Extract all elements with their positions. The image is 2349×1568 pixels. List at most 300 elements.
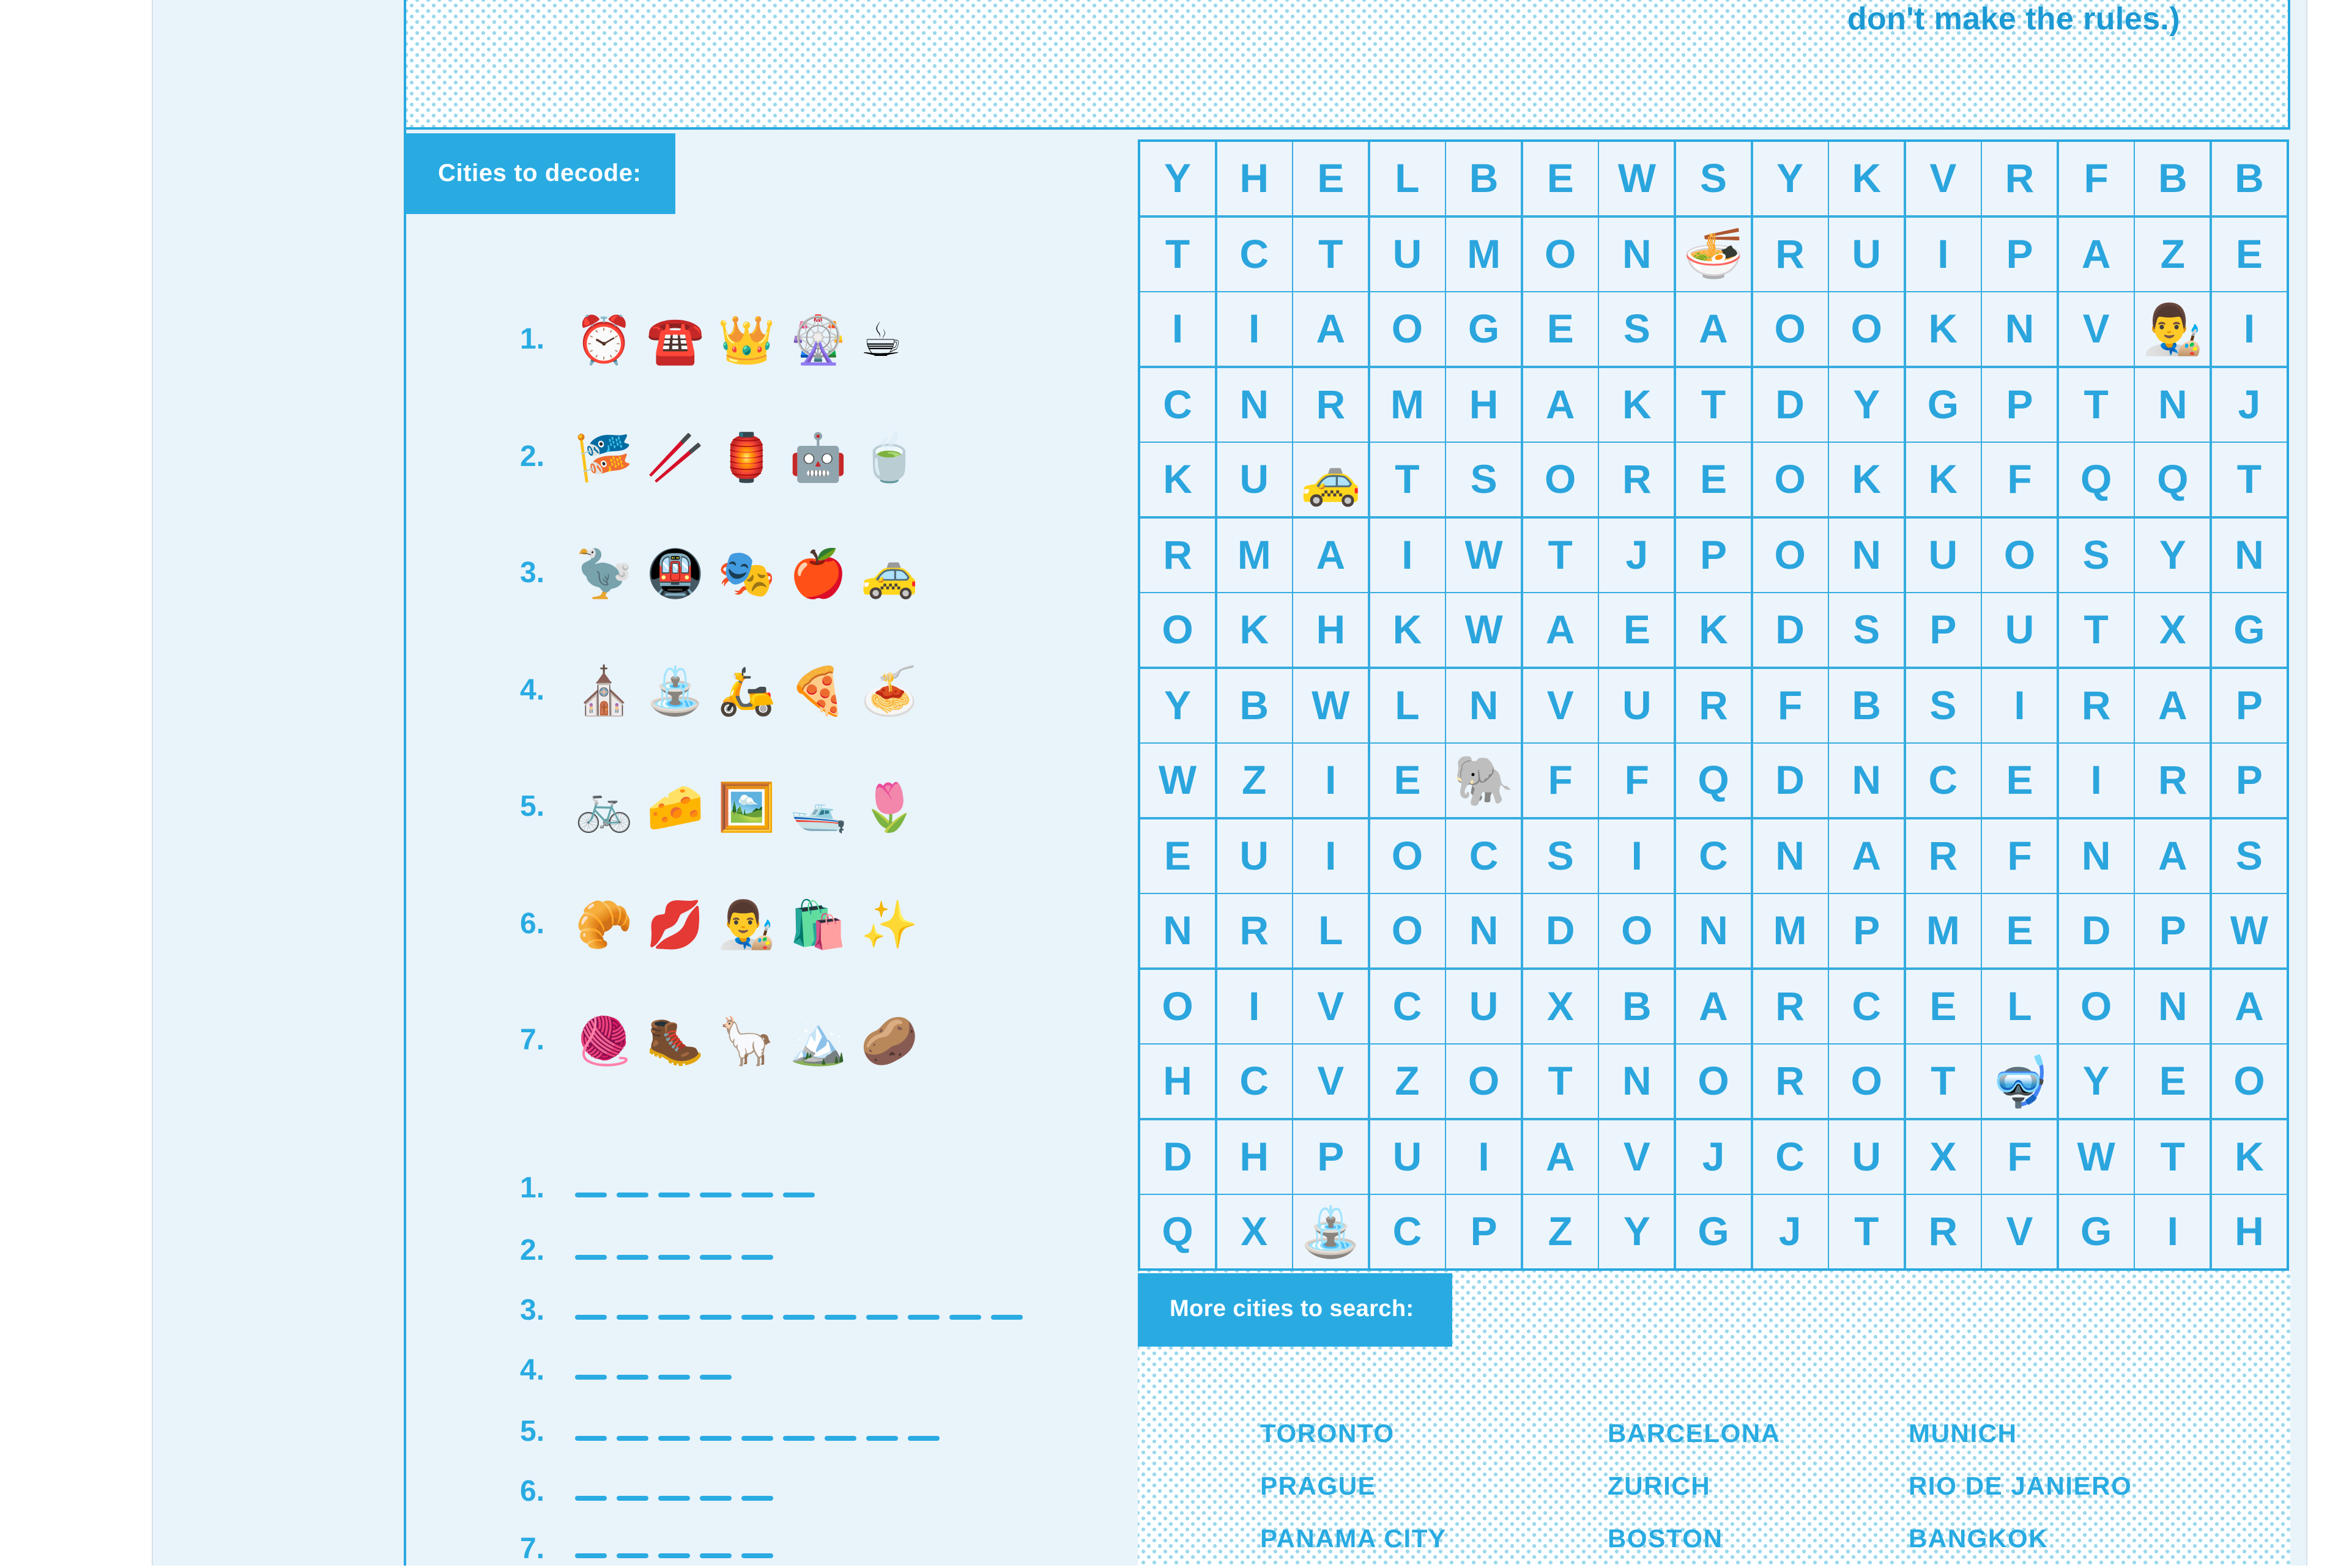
blank-dash bbox=[617, 1436, 648, 1441]
grid-cell: M bbox=[1906, 894, 1980, 967]
grid-cell: U bbox=[1906, 518, 1980, 591]
teacup-icon: 🍵 bbox=[860, 431, 919, 484]
grid-cell: E bbox=[1293, 142, 1368, 215]
grid-cell: O bbox=[1829, 1045, 1904, 1118]
clue-emoji-group bbox=[575, 1011, 918, 1070]
grid-cell: N bbox=[1829, 744, 1904, 817]
grid-cell: C bbox=[1140, 368, 1215, 441]
blank-dash bbox=[658, 1553, 690, 1558]
coffee-icon: ☕ bbox=[860, 313, 902, 367]
cheese-icon: 🧀 bbox=[646, 780, 705, 834]
city-name: BANGKOK bbox=[1909, 1525, 2049, 1553]
grid-cell: E bbox=[1676, 443, 1751, 516]
grid-cell: N bbox=[1600, 217, 1674, 290]
grid-cell: W bbox=[2059, 1120, 2134, 1193]
grid-cell: G bbox=[1447, 292, 1521, 366]
blank-dash bbox=[617, 1315, 648, 1320]
performing-arts-masks-icon: 🎭 bbox=[718, 547, 776, 601]
grid-cell: O bbox=[2059, 969, 2134, 1043]
yarn-icon: 🧶 bbox=[575, 1014, 633, 1068]
grid-cell: C bbox=[1753, 1120, 1827, 1193]
grid-cell: Y bbox=[1140, 142, 1215, 215]
worksheet-card bbox=[152, 0, 2307, 1566]
grid-cell: R bbox=[1217, 894, 1291, 967]
blank-dash bbox=[783, 1315, 815, 1320]
grid-cell: B bbox=[1447, 142, 1521, 215]
framed-picture-icon: 🖼️ bbox=[718, 780, 776, 834]
grid-cell: O bbox=[1140, 969, 1215, 1043]
carp-streamer-icon: 🎏 bbox=[575, 431, 633, 484]
clue-number: 5. bbox=[520, 790, 545, 823]
grid-cell: T bbox=[1829, 1195, 1904, 1268]
grid-cell: R bbox=[1753, 1045, 1827, 1118]
grid-cell: P bbox=[2212, 668, 2287, 742]
grid-cell: T bbox=[1140, 217, 1215, 290]
grid-cell: N bbox=[2059, 819, 2134, 892]
grid-cell: T bbox=[2059, 593, 2134, 667]
grid-cell: I bbox=[2212, 292, 2287, 366]
grid-cell: R bbox=[1676, 668, 1751, 742]
grid-cell: O bbox=[1370, 292, 1444, 366]
grid-cell: K bbox=[1370, 593, 1444, 667]
grid-cell: T bbox=[1523, 518, 1598, 591]
blank-dash bbox=[575, 1375, 607, 1380]
clue-row-2 bbox=[520, 428, 918, 487]
grid-cell: U bbox=[1370, 217, 1444, 290]
grid-cell: U bbox=[1600, 668, 1674, 742]
metro-icon: 🚇 bbox=[646, 547, 705, 601]
grid-cell: U bbox=[1447, 969, 1521, 1043]
grid-cell: X bbox=[2136, 593, 2210, 667]
answer-number: 1. bbox=[520, 1172, 545, 1205]
grid-cell: I bbox=[1293, 744, 1368, 817]
grid-cell: C bbox=[1676, 819, 1751, 892]
grid-cell: F bbox=[1982, 1120, 2057, 1193]
grid-cell: K bbox=[2212, 1120, 2287, 1193]
answer-number: 2. bbox=[520, 1234, 545, 1267]
blank-dash bbox=[700, 1315, 732, 1320]
grid-cell: K bbox=[1906, 443, 1980, 516]
grid-emoji-steaming-bowl: 🍜 bbox=[1676, 217, 1751, 290]
grid-cell: A bbox=[1676, 292, 1751, 366]
answer-number: 6. bbox=[520, 1475, 545, 1508]
grid-cell: F bbox=[1982, 819, 2057, 892]
grid-cell: R bbox=[2136, 744, 2210, 817]
grid-cell: O bbox=[1447, 1045, 1521, 1118]
city-name: PANAMA CITY bbox=[1260, 1525, 1447, 1553]
grid-cell: N bbox=[1982, 292, 2057, 366]
grid-cell: B bbox=[1600, 969, 1674, 1043]
blank-dash bbox=[700, 1553, 732, 1558]
grid-cell: O bbox=[1753, 443, 1827, 516]
grid-cell: Y bbox=[1829, 368, 1904, 441]
blank-dash bbox=[825, 1315, 856, 1320]
top-dotted-band bbox=[404, 0, 2290, 130]
grid-cell: T bbox=[1293, 217, 1368, 290]
grid-cell: J bbox=[1676, 1120, 1751, 1193]
grid-cell: L bbox=[1293, 894, 1368, 967]
blank-dash bbox=[908, 1436, 940, 1441]
grid-cell: S bbox=[1829, 593, 1904, 667]
grid-cell: U bbox=[1982, 593, 2057, 667]
grid-cell: P bbox=[1447, 1195, 1521, 1268]
shopping-bags-icon: 🛍️ bbox=[789, 898, 847, 952]
grid-cell: J bbox=[1753, 1195, 1827, 1268]
grid-cell: Y bbox=[2059, 1045, 2134, 1118]
spaghetti-icon: 🍝 bbox=[860, 664, 919, 718]
grid-cell: N bbox=[1447, 894, 1521, 967]
grid-cell: O bbox=[1370, 894, 1444, 967]
blank-dash bbox=[783, 1193, 815, 1197]
grid-cell: P bbox=[2136, 894, 2210, 967]
croissant-icon: 🥐 bbox=[575, 898, 633, 952]
grid-cell: L bbox=[1370, 142, 1444, 215]
clue-row-5 bbox=[520, 778, 918, 837]
city-column-2 bbox=[1608, 1408, 1781, 1566]
grid-cell: A bbox=[1523, 368, 1598, 441]
grid-cell: E bbox=[1370, 744, 1444, 817]
chopsticks-icon: 🥢 bbox=[646, 431, 705, 484]
grid-cell: F bbox=[1523, 744, 1598, 817]
grid-cell: I bbox=[1447, 1120, 1521, 1193]
grid-cell: C bbox=[1906, 744, 1980, 817]
hiking-boot-icon: 🥾 bbox=[646, 1014, 705, 1068]
grid-cell: A bbox=[1676, 969, 1751, 1043]
answer-row-3 bbox=[520, 1293, 1023, 1329]
grid-cell: N bbox=[1600, 1045, 1674, 1118]
sparkles-icon: ✨ bbox=[860, 898, 919, 952]
grid-cell: R bbox=[1600, 443, 1674, 516]
grid-cell: A bbox=[2212, 969, 2287, 1043]
grid-cell: E bbox=[1523, 292, 1598, 366]
ferris-wheel-icon: 🎡 bbox=[789, 313, 847, 367]
grid-cell: V bbox=[1523, 668, 1598, 742]
city-name: PRAGUE bbox=[1260, 1473, 1376, 1501]
city-name: TORONTO bbox=[1260, 1420, 1395, 1448]
grid-cell: T bbox=[2212, 443, 2287, 516]
grid-cell: Y bbox=[1140, 668, 1215, 742]
answer-blank-dashes bbox=[575, 1496, 773, 1501]
answer-row-7 bbox=[520, 1531, 773, 1568]
grid-cell: N bbox=[1829, 518, 1904, 591]
grid-cell: V bbox=[1600, 1120, 1674, 1193]
clue-number: 3. bbox=[520, 557, 545, 590]
grid-cell: W bbox=[1140, 744, 1215, 817]
blank-dash bbox=[658, 1496, 690, 1501]
blank-dash bbox=[617, 1496, 648, 1501]
grid-cell: C bbox=[1829, 969, 1904, 1043]
grid-cell: D bbox=[1523, 894, 1598, 967]
blank-dash bbox=[575, 1436, 607, 1441]
blank-dash bbox=[575, 1315, 607, 1320]
blank-dash bbox=[949, 1315, 981, 1320]
grid-cell: V bbox=[1982, 1195, 2057, 1268]
grid-cell: Q bbox=[1140, 1195, 1215, 1268]
grid-cell: E bbox=[1982, 894, 2057, 967]
grid-cell: T bbox=[1370, 443, 1444, 516]
grid-cell: U bbox=[1217, 443, 1291, 516]
answer-blank-dashes bbox=[575, 1553, 773, 1558]
grid-cell: R bbox=[2059, 668, 2134, 742]
more-cities-text: More cities to search: bbox=[1170, 1296, 1414, 1322]
answer-row-2 bbox=[520, 1233, 773, 1270]
red-paper-lantern-icon: 🏮 bbox=[718, 431, 776, 484]
grid-cell: W bbox=[2212, 894, 2287, 967]
grid-cell: C bbox=[1217, 217, 1291, 290]
grid-cell: O bbox=[1753, 292, 1827, 366]
clue-number: 6. bbox=[520, 908, 545, 941]
grid-cell: M bbox=[1370, 368, 1444, 441]
grid-cell: T bbox=[1906, 1045, 1980, 1118]
potato-icon: 🥔 bbox=[860, 1014, 919, 1068]
grid-cell: S bbox=[1906, 668, 1980, 742]
grid-cell: E bbox=[2136, 1045, 2210, 1118]
answer-blank-dashes bbox=[575, 1436, 940, 1441]
grid-cell: I bbox=[1217, 969, 1291, 1043]
grid-cell: Q bbox=[1676, 744, 1751, 817]
grid-cell: A bbox=[2136, 819, 2210, 892]
grid-cell: F bbox=[1600, 744, 1674, 817]
answer-row-1 bbox=[520, 1170, 815, 1207]
grid-cell: I bbox=[1600, 819, 1674, 892]
blank-dash bbox=[866, 1436, 898, 1441]
grid-cell: K bbox=[1600, 368, 1674, 441]
grid-cell: W bbox=[1447, 593, 1521, 667]
grid-cell: A bbox=[1293, 292, 1368, 366]
grid-cell: H bbox=[1140, 1045, 1215, 1118]
answer-row-5 bbox=[520, 1414, 940, 1451]
cities-to-decode-text: Cities to decode: bbox=[438, 160, 642, 187]
grid-cell: N bbox=[1447, 668, 1521, 742]
grid-cell: O bbox=[2212, 1045, 2287, 1118]
grid-cell: E bbox=[1523, 142, 1598, 215]
grid-cell: R bbox=[1753, 969, 1827, 1043]
clue-row-6 bbox=[520, 895, 918, 954]
grid-emoji-taxi: 🚕 bbox=[1293, 443, 1368, 516]
blank-dash bbox=[741, 1255, 773, 1260]
snow-capped-mountain-icon: 🏔️ bbox=[789, 1014, 847, 1068]
grid-cell: C bbox=[1447, 819, 1521, 892]
grid-cell: R bbox=[1906, 819, 1980, 892]
grid-cell: N bbox=[2136, 969, 2210, 1043]
answer-blank-dashes bbox=[575, 1375, 732, 1380]
blank-dash bbox=[617, 1255, 648, 1260]
grid-cell: O bbox=[1370, 819, 1444, 892]
answer-number: 7. bbox=[520, 1533, 545, 1566]
grid-cell: I bbox=[1370, 518, 1444, 591]
clue-row-4 bbox=[520, 662, 918, 720]
grid-cell: I bbox=[1982, 668, 2057, 742]
grid-cell: B bbox=[2136, 142, 2210, 215]
grid-cell: Y bbox=[2136, 518, 2210, 591]
grid-cell: E bbox=[2212, 217, 2287, 290]
answer-blank-dashes bbox=[575, 1315, 1023, 1320]
grid-cell: C bbox=[1370, 969, 1444, 1043]
blank-dash bbox=[741, 1193, 773, 1197]
blank-dash bbox=[741, 1436, 773, 1441]
grid-cell: W bbox=[1447, 518, 1521, 591]
blank-dash bbox=[575, 1496, 607, 1501]
grid-emoji-fountain: ⛲ bbox=[1293, 1195, 1368, 1268]
grid-cell: G bbox=[1676, 1195, 1751, 1268]
grid-cell: A bbox=[1293, 518, 1368, 591]
grid-cell: A bbox=[2136, 668, 2210, 742]
blank-dash bbox=[658, 1375, 690, 1380]
grid-cell: P bbox=[1982, 368, 2057, 441]
answer-number: 4. bbox=[520, 1354, 545, 1387]
kiss-mark-icon: 💋 bbox=[646, 898, 705, 952]
grid-cell: P bbox=[1906, 593, 1980, 667]
red-apple-icon: 🍎 bbox=[789, 547, 847, 601]
grid-cell: O bbox=[1140, 593, 1215, 667]
motor-scooter-icon: 🛵 bbox=[718, 664, 776, 718]
grid-cell: W bbox=[1600, 142, 1674, 215]
blank-dash bbox=[575, 1193, 607, 1197]
grid-cell: H bbox=[1217, 1120, 1291, 1193]
grid-cell: D bbox=[1753, 368, 1827, 441]
grid-cell: S bbox=[1676, 142, 1751, 215]
answer-blank-dashes bbox=[575, 1255, 773, 1260]
grid-cell: D bbox=[1753, 744, 1827, 817]
blank-dash bbox=[658, 1193, 690, 1197]
grid-cell: I bbox=[2059, 744, 2134, 817]
grid-cell: Z bbox=[1523, 1195, 1598, 1268]
man-artist-icon: 👨‍🎨 bbox=[718, 898, 776, 952]
grid-cell: G bbox=[2212, 593, 2287, 667]
grid-cell: H bbox=[1293, 593, 1368, 667]
clue-emoji-group bbox=[575, 311, 902, 369]
grid-cell: S bbox=[2212, 819, 2287, 892]
grid-cell: B bbox=[1217, 668, 1291, 742]
grid-cell: J bbox=[2212, 368, 2287, 441]
grid-cell: N bbox=[2136, 368, 2210, 441]
grid-cell: F bbox=[1753, 668, 1827, 742]
grid-cell: K bbox=[1140, 443, 1215, 516]
grid-emoji-man-artist: 👨‍🎨 bbox=[2136, 292, 2210, 366]
grid-cell: T bbox=[2136, 1120, 2210, 1193]
grid-cell: F bbox=[2059, 142, 2134, 215]
grid-cell: B bbox=[2212, 142, 2287, 215]
grid-cell: J bbox=[1600, 518, 1674, 591]
clue-row-1 bbox=[520, 311, 902, 369]
grid-cell: Q bbox=[2059, 443, 2134, 516]
blank-dash bbox=[575, 1553, 607, 1558]
grid-cell: O bbox=[1753, 518, 1827, 591]
grid-cell: U bbox=[1829, 217, 1904, 290]
grid-cell: I bbox=[1140, 292, 1215, 366]
grid-cell: K bbox=[1829, 443, 1904, 516]
grid-cell: L bbox=[1370, 668, 1444, 742]
grid-cell: U bbox=[1370, 1120, 1444, 1193]
clue-emoji-group bbox=[575, 778, 918, 837]
grid-cell: K bbox=[1217, 593, 1291, 667]
grid-cell: D bbox=[1753, 593, 1827, 667]
grid-cell: P bbox=[1829, 894, 1904, 967]
blank-dash bbox=[741, 1553, 773, 1558]
grid-cell: O bbox=[1982, 518, 2057, 591]
grid-cell: Q bbox=[2136, 443, 2210, 516]
grid-cell: V bbox=[1293, 1045, 1368, 1118]
grid-cell: Z bbox=[2136, 217, 2210, 290]
grid-cell: A bbox=[2059, 217, 2134, 290]
city-name: RIO DE JANIERO bbox=[1909, 1473, 2132, 1501]
grid-cell: E bbox=[1600, 593, 1674, 667]
blank-dash bbox=[741, 1496, 773, 1501]
grid-cell: E bbox=[1906, 969, 1980, 1043]
grid-cell: E bbox=[1982, 744, 2057, 817]
grid-cell: A bbox=[1523, 1120, 1598, 1193]
grid-cell: S bbox=[2059, 518, 2134, 591]
blank-dash bbox=[700, 1496, 732, 1501]
left-border-rule bbox=[404, 130, 406, 1566]
grid-cell: X bbox=[1217, 1195, 1291, 1268]
blank-dash bbox=[617, 1553, 648, 1558]
grid-cell: X bbox=[1523, 969, 1598, 1043]
city-name: BOSTON bbox=[1608, 1525, 1723, 1553]
tulip-icon: 🌷 bbox=[860, 780, 919, 834]
grid-cell: O bbox=[1523, 443, 1598, 516]
grid-cell: I bbox=[2136, 1195, 2210, 1268]
grid-cell: N bbox=[1753, 819, 1827, 892]
clue-emoji-group bbox=[575, 895, 918, 954]
blank-dash bbox=[658, 1255, 690, 1260]
grid-cell: P bbox=[1982, 217, 2057, 290]
robot-icon: 🤖 bbox=[789, 431, 847, 484]
grid-cell: S bbox=[1600, 292, 1674, 366]
blank-dash bbox=[991, 1315, 1023, 1320]
clue-emoji-group bbox=[575, 662, 918, 720]
grid-cell: F bbox=[1982, 443, 2057, 516]
grid-cell: O bbox=[1600, 894, 1674, 967]
grid-cell: O bbox=[1829, 292, 1904, 366]
grid-cell: Z bbox=[1217, 744, 1291, 817]
grid-cell: I bbox=[1217, 292, 1291, 366]
answer-row-4 bbox=[520, 1353, 732, 1389]
grid-cell: E bbox=[1140, 819, 1215, 892]
city-name: ZURICH bbox=[1608, 1473, 1711, 1501]
answer-row-6 bbox=[520, 1474, 773, 1511]
grid-cell: S bbox=[1447, 443, 1521, 516]
grid-cell: Y bbox=[1600, 1195, 1674, 1268]
grid-cell: D bbox=[1140, 1120, 1215, 1193]
grid-cell: O bbox=[1523, 217, 1598, 290]
blank-dash bbox=[617, 1193, 648, 1197]
grid-cell: M bbox=[1753, 894, 1827, 967]
church-icon: ⛪ bbox=[575, 664, 633, 718]
blank-dash bbox=[741, 1315, 773, 1320]
grid-cell: T bbox=[2059, 368, 2134, 441]
grid-emoji-elephant: 🐘 bbox=[1447, 744, 1521, 817]
speedboat-icon: 🛥️ bbox=[789, 780, 847, 834]
grid-cell: O bbox=[1676, 1045, 1751, 1118]
blank-dash bbox=[700, 1255, 732, 1260]
grid-cell: K bbox=[1906, 292, 1980, 366]
fountain-icon: ⛲ bbox=[646, 664, 705, 718]
telephone-icon: ☎️ bbox=[646, 313, 705, 367]
grid-cell: Z bbox=[1370, 1045, 1444, 1118]
grid-cell: M bbox=[1217, 518, 1291, 591]
taxi-icon: 🚕 bbox=[860, 547, 919, 601]
cities-to-decode-label bbox=[404, 133, 675, 214]
grid-cell: N bbox=[2212, 518, 2287, 591]
grid-cell: V bbox=[1906, 142, 1980, 215]
city-name: MUNICH bbox=[1909, 1420, 2017, 1448]
grid-cell: I bbox=[1906, 217, 1980, 290]
grid-cell: T bbox=[1676, 368, 1751, 441]
grid-cell: H bbox=[1217, 142, 1291, 215]
grid-cell: H bbox=[1447, 368, 1521, 441]
clue-number: 1. bbox=[520, 323, 545, 356]
